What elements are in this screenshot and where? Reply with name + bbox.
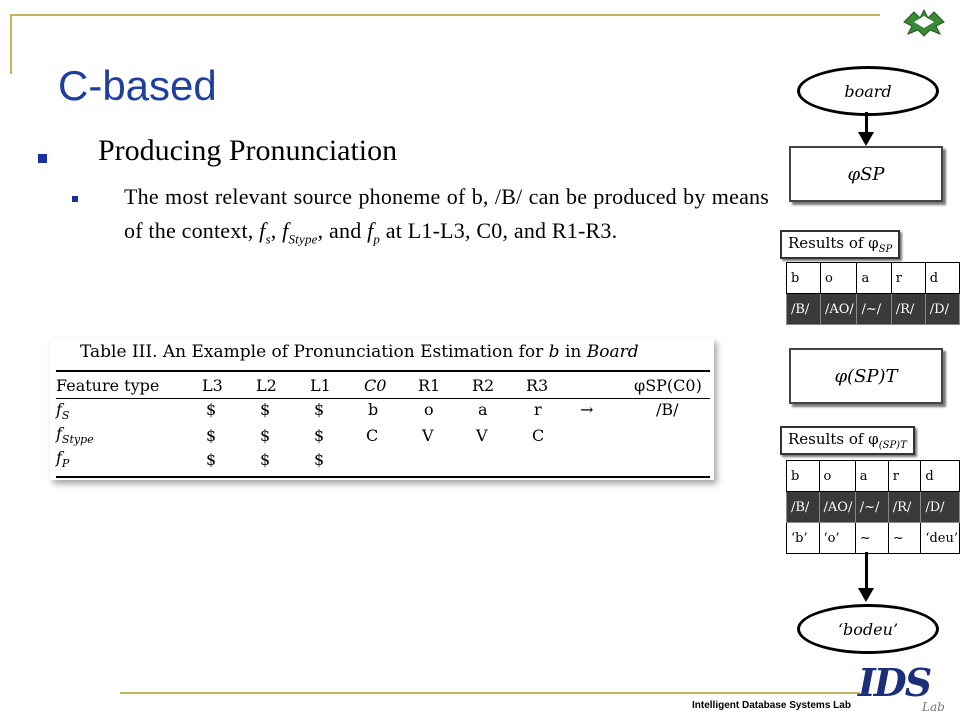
grapheme-cell: ‘deu’ xyxy=(921,523,960,554)
phoneme-cell: /R/ xyxy=(891,294,925,325)
grapheme-cell: ~ xyxy=(855,523,888,554)
cell: $ xyxy=(260,426,271,445)
bottom-rule xyxy=(120,692,860,694)
header-phi-sp: φSP(C0) xyxy=(634,376,702,395)
feature-fp: $f_P$ xyxy=(56,448,70,471)
phoneme-cell: /B/ xyxy=(787,492,820,523)
letter-cell: a xyxy=(857,263,891,294)
bullet-heading: Producing Pronunciation xyxy=(98,134,398,167)
results2-label: Results of $\varphi_{(SP)T}$ xyxy=(780,426,915,455)
letter-cell: d xyxy=(925,263,959,294)
cell: V xyxy=(422,426,434,445)
bullet-marker xyxy=(38,154,47,163)
phoneme-cell: /D/ xyxy=(925,294,959,325)
grapheme-cell: ‘b’ xyxy=(787,523,820,554)
letter-cell: o xyxy=(819,461,855,492)
cell: $ xyxy=(206,400,217,419)
sub-bullet-marker xyxy=(72,196,78,202)
header-c0: C0 xyxy=(364,376,387,395)
cell: $ xyxy=(260,400,271,419)
sub-bullet-text: The most relevant source phoneme of b, /B/ can be produced by means of the context, $f_s$, $f_{Stype}$, and $f_p$ at L1-L3, C0, and R1-R3. xyxy=(124,184,769,247)
cell: V xyxy=(476,426,488,445)
input-oval: board xyxy=(797,66,939,116)
flow-arrow xyxy=(865,552,868,592)
arrow-cell: → xyxy=(580,400,594,419)
phi-sp-box: φSP xyxy=(789,146,943,202)
results2-table xyxy=(786,460,960,554)
result-cell: /B/ xyxy=(656,400,679,419)
header-r2: R2 xyxy=(472,376,495,395)
grapheme-cell: ‘o’ xyxy=(819,523,855,554)
phoneme-cell: /AO/ xyxy=(820,294,856,325)
phoneme-cell: /R/ xyxy=(888,492,921,523)
cell: C xyxy=(366,426,379,445)
feature-fs: $f_S$ xyxy=(56,400,70,423)
cell: $ xyxy=(314,450,325,469)
letter-cell: b xyxy=(787,263,821,294)
university-logo-icon xyxy=(900,4,948,40)
results1-label: Results of $\varphi_{SP}$ xyxy=(780,230,900,259)
cell: $ xyxy=(206,426,217,445)
phoneme-cell: /D/ xyxy=(921,492,960,523)
header-r3: R3 xyxy=(526,376,549,395)
grapheme-cell: ~ xyxy=(888,523,921,554)
phoneme-cell: /AO/ xyxy=(819,492,855,523)
header-l1: L1 xyxy=(310,376,331,395)
ids-logo: IDS xyxy=(858,660,931,705)
cell: b xyxy=(368,400,379,419)
cell: $ xyxy=(260,450,271,469)
cell: o xyxy=(424,400,434,419)
table-caption: Table III. An Example of Pronunciation Estimation for b in Board xyxy=(80,342,639,362)
cell: $ xyxy=(314,426,325,445)
letter-cell: b xyxy=(787,461,820,492)
phoneme-cell: /~/ xyxy=(857,294,891,325)
letter-cell: r xyxy=(891,263,925,294)
letter-cell: d xyxy=(921,461,960,492)
pronunciation-table xyxy=(50,338,714,480)
header-r1: R1 xyxy=(418,376,441,395)
results1-table xyxy=(786,262,960,325)
header-l2: L2 xyxy=(256,376,277,395)
cell: C xyxy=(532,426,545,445)
phi-sp-t-box: φ(SP)T xyxy=(789,348,943,404)
cell: r xyxy=(534,400,542,419)
cell: $ xyxy=(314,400,325,419)
table-rule-mid xyxy=(56,398,710,399)
feature-fstype: $f_{Stype}$ xyxy=(56,424,94,447)
phoneme-cell: /B/ xyxy=(787,294,821,325)
phoneme-cell: /~/ xyxy=(855,492,888,523)
header-l3: L3 xyxy=(202,376,223,395)
footer-lab-name: Intelligent Database Systems Lab xyxy=(692,700,851,711)
table-rule-bottom xyxy=(56,476,710,478)
cell: a xyxy=(478,400,488,419)
flow-arrowhead xyxy=(858,588,874,602)
header-feature-type: Feature type xyxy=(56,376,160,395)
ids-logo-lab: Lab xyxy=(922,700,945,714)
output-oval: ‘bodeu’ xyxy=(797,604,939,654)
table-rule-top xyxy=(56,370,710,372)
cell: $ xyxy=(206,450,217,469)
flow-arrowhead xyxy=(858,132,874,146)
slide-title: C-based xyxy=(58,62,217,109)
left-rule xyxy=(10,14,12,74)
letter-cell: a xyxy=(855,461,888,492)
letter-cell: o xyxy=(820,263,856,294)
letter-cell: r xyxy=(888,461,921,492)
top-rule xyxy=(10,14,880,16)
